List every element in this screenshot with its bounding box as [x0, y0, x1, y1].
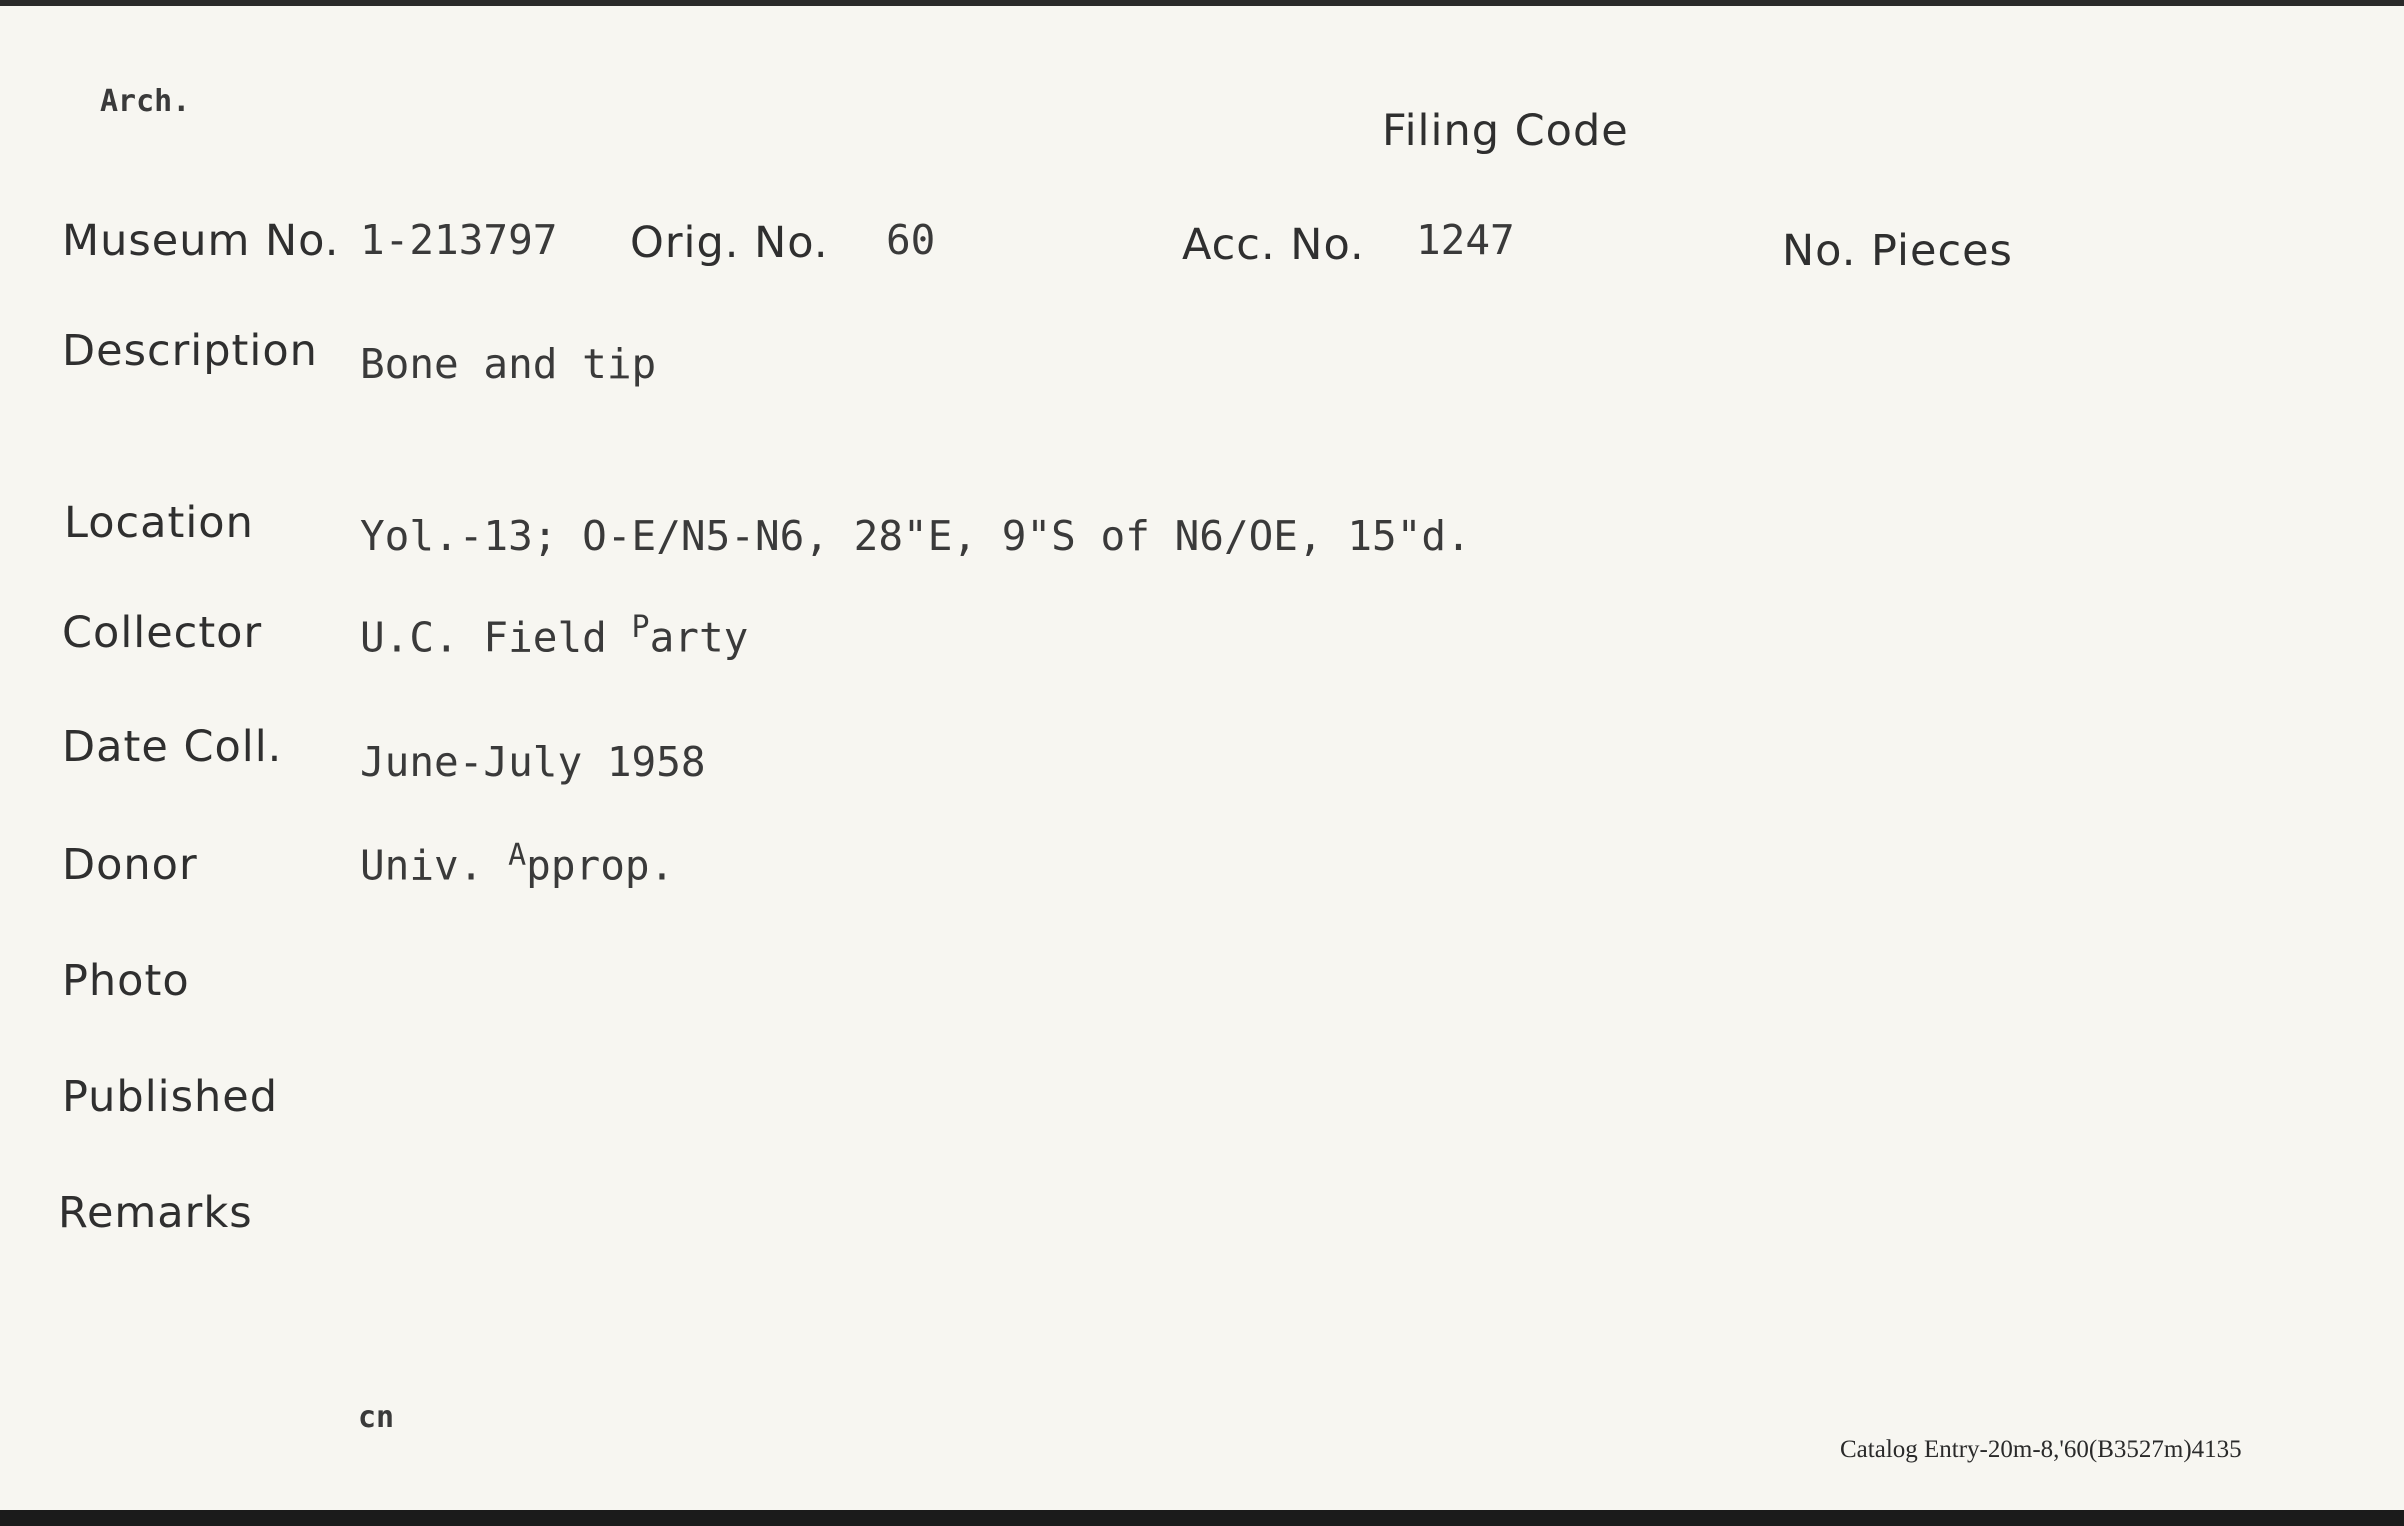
- museum-no-value: 1-213797: [360, 216, 558, 264]
- catalog-entry-imprint: Catalog Entry-20m-8,'60(B3527m)4135: [1840, 1436, 2242, 1463]
- date-coll-value: June-July 1958: [360, 738, 706, 786]
- arch-stamp: Arch.: [100, 84, 191, 119]
- orig-no-label: Orig. No.: [630, 218, 829, 268]
- description-value: Bone and tip: [360, 340, 657, 388]
- description-label: Description: [62, 326, 318, 376]
- photo-label: Photo: [62, 956, 190, 1006]
- initials: cn: [358, 1400, 395, 1435]
- filing-code-label: Filing Code: [1382, 106, 1629, 156]
- no-pieces-label: No. Pieces: [1782, 226, 2013, 276]
- orig-no-value: 60: [886, 216, 936, 264]
- acc-no-value: 1247: [1416, 216, 1515, 264]
- location-value: Yol.-13; O-E/N5-N6, 28"E, 9"S of N6/OE, 15"d.: [360, 512, 1471, 560]
- donor-label: Donor: [62, 840, 198, 890]
- location-label: Location: [64, 498, 254, 548]
- museum-no-label: Museum No.: [62, 216, 340, 266]
- donor-value: Univ. $^A$pprop.: [360, 838, 675, 890]
- collector-label: Collector: [62, 608, 263, 658]
- collector-value: U.C. Field $^P$arty: [360, 610, 749, 662]
- date-coll-label: Date Coll.: [62, 722, 283, 772]
- published-label: Published: [62, 1072, 279, 1122]
- remarks-label: Remarks: [58, 1188, 253, 1238]
- acc-no-label: Acc. No.: [1182, 220, 1365, 270]
